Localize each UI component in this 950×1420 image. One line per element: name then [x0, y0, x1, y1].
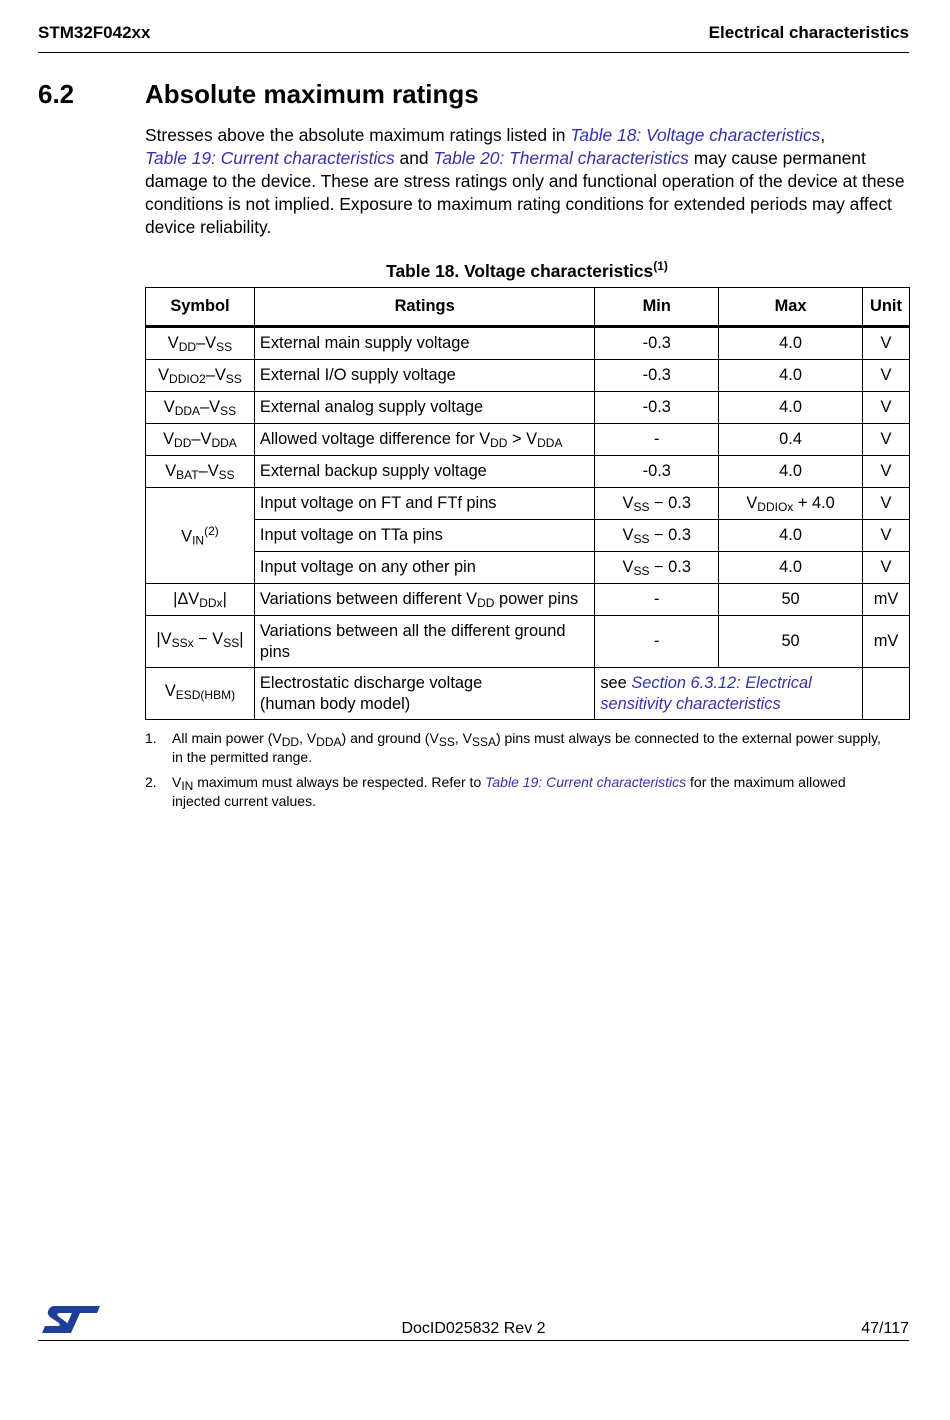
- section-title: Absolute maximum ratings: [145, 79, 479, 109]
- max-cell: 4.0: [719, 360, 863, 392]
- rating-cell: External analog supply voltage: [254, 392, 594, 424]
- table-row: [146, 552, 910, 584]
- min-cell: -0.3: [595, 456, 719, 488]
- rating-cell: Variations between all the different ground pins: [254, 616, 594, 668]
- symbol-cell-vin: $V_{IN}^{(2)}$: [146, 488, 255, 584]
- table-row: [146, 327, 910, 360]
- intro-text-2: ,: [820, 125, 826, 145]
- section-number: 6.2: [38, 79, 75, 109]
- symbol-cell: $V_{DDIO2}-V_{SS}$: [146, 360, 255, 392]
- table-row: [146, 488, 910, 520]
- unit-cell: V: [862, 520, 909, 552]
- table-row: [146, 520, 910, 552]
- symbol-cell: $|\Delta V_{DDx}|$: [146, 584, 255, 616]
- symbol-cell: $|V_{SSx} - V_{SS}|$: [146, 616, 255, 668]
- unit-cell: V: [862, 456, 909, 488]
- min-cell: -0.3: [595, 360, 719, 392]
- max-cell: 4.0: [719, 327, 863, 360]
- table-caption-footnote: (1): [653, 259, 668, 273]
- see-reference-cell: see Section 6.3.12: Electrical sensitivity characteristics: [595, 668, 863, 720]
- symbol-cell: $V_{DDA}-V_{SS}$: [146, 392, 255, 424]
- footnote-1: 1. All main power ($V_{DD}$, $V_{DDA}$) and ground ($V_{SS}$, $V_{SSA}$) pins must always be connected to the external power supply, in the permitted range.: [145, 730, 881, 765]
- max-cell: 0.4: [719, 424, 863, 456]
- symbol-cell: $V_{ESD(HBM)}$: [146, 668, 255, 720]
- table-caption: [145, 259, 909, 282]
- doc-id: DocID025832 Rev 2: [401, 1320, 546, 1337]
- page-header: [38, 22, 909, 53]
- rating-cell: External I/O supply voltage: [254, 360, 594, 392]
- rating-cell: Input voltage on any other pin: [254, 552, 594, 584]
- symbol-cell: $V_{BAT}-V_{SS}$: [146, 456, 255, 488]
- unit-cell: mV: [862, 584, 909, 616]
- min-cell: -: [595, 616, 719, 668]
- min-cell: $V_{SS} - 0.3$: [595, 552, 719, 584]
- table-row: [146, 616, 910, 668]
- table-row: [146, 456, 910, 488]
- unit-cell: mV: [862, 616, 909, 668]
- rating-cell: External main supply voltage: [254, 327, 594, 360]
- max-cell: 4.0: [719, 456, 863, 488]
- min-cell: $V_{SS} - 0.3$: [595, 520, 719, 552]
- intro-text-1: Stresses above the absolute maximum ratings listed in: [145, 125, 571, 145]
- max-cell: $V_{DDIOx} + 4.0$: [719, 488, 863, 520]
- table-row: [146, 392, 910, 424]
- col-symbol: Symbol: [146, 288, 255, 327]
- section-6312-link[interactable]: Section 6.3.12: Electrical sensitivity characteristics: [600, 673, 812, 713]
- col-max: Max: [719, 288, 863, 327]
- min-cell: -0.3: [595, 327, 719, 360]
- max-cell: 4.0: [719, 520, 863, 552]
- rating-cell: Electrostatic discharge voltage (human body model): [254, 668, 594, 720]
- rating-cell: Input voltage on FT and FTf pins: [254, 488, 594, 520]
- unit-cell: V: [862, 424, 909, 456]
- max-cell: 4.0: [719, 392, 863, 424]
- table-footnotes: [145, 731, 895, 819]
- table-header-row: [146, 288, 910, 327]
- min-cell: -0.3: [595, 392, 719, 424]
- max-cell: 50: [719, 616, 863, 668]
- rating-cell: Variations between different $V_{DD}$ power pins: [254, 584, 594, 616]
- symbol-cell: $V_{DD}-V_{DDA}$: [146, 424, 255, 456]
- symbol-cell: $V_{DD}-V_{SS}$: [146, 327, 255, 360]
- footnote-table19-link[interactable]: Table 19: Current characteristics: [485, 774, 687, 790]
- table-row: [146, 424, 910, 456]
- table-row: [146, 584, 910, 616]
- intro-text-3: and: [394, 148, 434, 168]
- table-row: [146, 360, 910, 392]
- rating-cell: Input voltage on TTa pins: [254, 520, 594, 552]
- table20-link[interactable]: Table 20: Thermal characteristics: [433, 148, 689, 168]
- rating-cell: External backup supply voltage: [254, 456, 594, 488]
- table19-link[interactable]: Table 19: Current characteristics: [145, 148, 395, 168]
- unit-cell: V: [862, 327, 909, 360]
- unit-cell: [862, 668, 909, 720]
- min-cell: -: [595, 584, 719, 616]
- min-cell: -: [595, 424, 719, 456]
- table-row: [146, 668, 910, 720]
- min-cell: $V_{SS} - 0.3$: [595, 488, 719, 520]
- table-caption-text: Table 18. Voltage characteristics: [386, 260, 654, 281]
- unit-cell: V: [862, 552, 909, 584]
- voltage-table: [145, 287, 910, 720]
- page-number: 47/117: [861, 1320, 909, 1337]
- intro-text-4: may cause permanent damage to the device. These are stress ratings only and functional operation of the device at these conditions is not implied. Exposure to maximum rating conditions for extended periods may affect device reliability.: [145, 148, 905, 237]
- unit-cell: V: [862, 488, 909, 520]
- footnote-2: 2. $V_{IN}$ maximum must always be respected. Refer to Table 19: Current characteristics for the maximum allowed injected current values.: [145, 774, 846, 809]
- col-min: Min: [595, 288, 719, 327]
- header-product: STM32F042xx: [38, 23, 151, 42]
- col-ratings: Ratings: [254, 288, 594, 327]
- unit-cell: V: [862, 392, 909, 424]
- page-footer: [38, 1320, 909, 1341]
- unit-cell: V: [862, 360, 909, 392]
- max-cell: 4.0: [719, 552, 863, 584]
- header-chapter: Electrical characteristics: [708, 23, 909, 42]
- intro-paragraph: [145, 124, 915, 239]
- col-unit: Unit: [862, 288, 909, 327]
- table18-link[interactable]: Table 18: Voltage characteristics: [570, 125, 821, 145]
- max-cell: 50: [719, 584, 863, 616]
- rating-cell: Allowed voltage difference for $V_{DD} > V_{DDA}$: [254, 424, 594, 456]
